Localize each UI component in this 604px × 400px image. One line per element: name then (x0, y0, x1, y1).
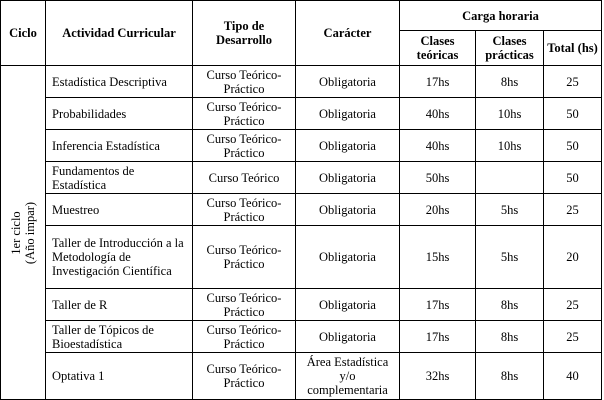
table-row (1, 353, 602, 400)
header-row-1 (1, 1, 602, 31)
table-row (1, 289, 602, 321)
cell-tipo: Curso Teórico-Práctico (193, 130, 296, 162)
cell-caracter: Obligatoria (296, 194, 400, 226)
cell-caracter: Obligatoria (296, 289, 400, 321)
header-carga-horaria: Carga horaria (400, 1, 602, 31)
cell-total: 50 (544, 130, 602, 162)
cell-actividad: Taller de Tópicos de Bioestadística (46, 321, 193, 353)
ciclo-line-2: (Año impar) (23, 201, 37, 264)
cell-actividad: Taller de Introducción a la Metodología de Investigación Científica (46, 226, 193, 289)
cell-teoricas: 15hs (400, 226, 476, 289)
table-row (1, 226, 602, 289)
cell-total: 20 (544, 226, 602, 289)
cell-practicas: 8hs (476, 321, 544, 353)
table-row (1, 194, 602, 226)
cell-teoricas: 17hs (400, 289, 476, 321)
header-actividad: Actividad Curricular (46, 1, 193, 66)
cell-teoricas: 40hs (400, 130, 476, 162)
table-row (1, 98, 602, 130)
cell-caracter: Área Estadística y/o complementaria (296, 353, 400, 400)
cell-actividad: Probabilidades (46, 98, 193, 130)
header-caracter: Carácter (296, 1, 400, 66)
cell-total: 25 (544, 194, 602, 226)
cell-actividad: Inferencia Estadística (46, 130, 193, 162)
header-total: Total (hs) (544, 31, 602, 66)
header-tipo: Tipo de Desarrollo (193, 1, 296, 66)
cell-practicas: 5hs (476, 226, 544, 289)
table-row (1, 321, 602, 353)
cell-teoricas: 17hs (400, 321, 476, 353)
cell-practicas: 10hs (476, 98, 544, 130)
cell-tipo: Curso Teórico-Práctico (193, 321, 296, 353)
cell-teoricas: 32hs (400, 353, 476, 400)
cell-actividad: Taller de R (46, 289, 193, 321)
cell-total: 40 (544, 353, 602, 400)
cell-teoricas: 17hs (400, 66, 476, 98)
cell-caracter: Obligatoria (296, 226, 400, 289)
cell-total: 50 (544, 162, 602, 194)
cell-practicas: 10hs (476, 130, 544, 162)
ciclo-label (9, 201, 37, 263)
cell-actividad: Optativa 1 (46, 353, 193, 400)
cell-actividad: Estadística Descriptiva (46, 66, 193, 98)
cell-practicas: 5hs (476, 194, 544, 226)
cell-caracter: Obligatoria (296, 321, 400, 353)
table-row (1, 162, 602, 194)
cell-tipo: Curso Teórico-Práctico (193, 226, 296, 289)
cell-caracter: Obligatoria (296, 130, 400, 162)
cell-caracter: Obligatoria (296, 66, 400, 98)
cell-teoricas: 40hs (400, 98, 476, 130)
cell-actividad: Fundamentos de Estadística (46, 162, 193, 194)
table-row (1, 130, 602, 162)
cell-total: 25 (544, 66, 602, 98)
cell-tipo: Curso Teórico-Práctico (193, 66, 296, 98)
cell-teoricas: 50hs (400, 162, 476, 194)
cell-teoricas: 20hs (400, 194, 476, 226)
cell-practicas: 8hs (476, 289, 544, 321)
cell-tipo: Curso Teórico-Práctico (193, 353, 296, 400)
cell-practicas: 8hs (476, 66, 544, 98)
cell-tipo: Curso Teórico-Práctico (193, 289, 296, 321)
header-practicas: Clases prácticas (476, 31, 544, 66)
header-ciclo: Ciclo (1, 1, 46, 66)
cell-practicas (476, 162, 544, 194)
cell-total: 25 (544, 289, 602, 321)
header-teoricas: Clases teóricas (400, 31, 476, 66)
cell-actividad: Muestreo (46, 194, 193, 226)
table-row (1, 66, 602, 98)
cell-total: 25 (544, 321, 602, 353)
cell-tipo: Curso Teórico (193, 162, 296, 194)
cell-caracter: Obligatoria (296, 98, 400, 130)
cell-total: 50 (544, 98, 602, 130)
ciclo-cell (1, 66, 46, 400)
cell-tipo: Curso Teórico-Práctico (193, 98, 296, 130)
cell-practicas: 8hs (476, 353, 544, 400)
cell-caracter: Obligatoria (296, 162, 400, 194)
ciclo-line-1: 1er ciclo (9, 210, 23, 255)
cell-tipo: Curso Teórico-Práctico (193, 194, 296, 226)
